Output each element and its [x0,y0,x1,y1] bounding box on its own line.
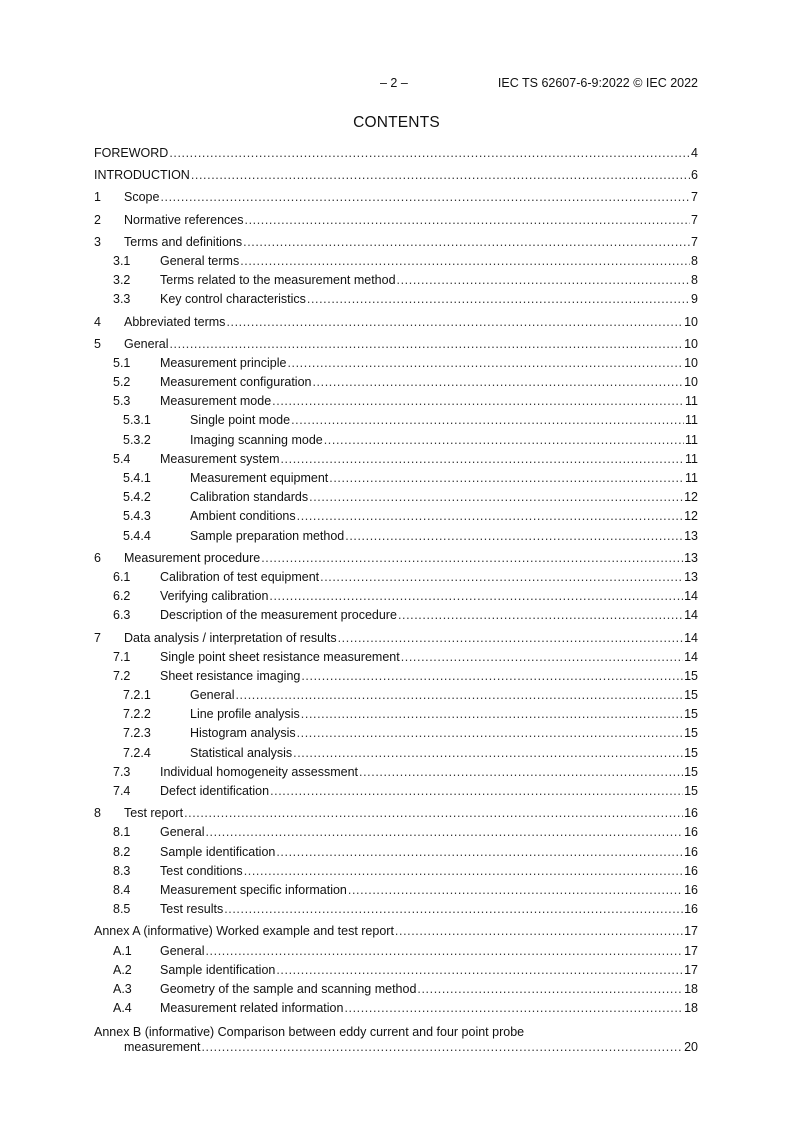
toc-entry-label: Sample identification [160,962,276,977]
toc-entry-label: Terms and definitions [124,234,243,249]
toc-entry-label: FOREWORD [94,146,169,160]
toc-entry-label: Measurement specific information [160,882,347,897]
toc-entry[interactable] [94,471,698,490]
toc-leader-dots [224,902,683,917]
toc-entry-label: Sample preparation method [190,528,345,543]
toc-entry-number: 5.4 [113,451,131,466]
toc-entry-label: Individual homogeneity assessment [160,764,359,779]
toc-entry-page: 11 [685,432,698,447]
toc-leader-dots [280,452,684,467]
toc-entry[interactable] [94,944,698,963]
toc-entry-page: 7 [691,234,698,249]
toc-entry-page: 16 [684,863,698,878]
toc-leader-dots [240,254,690,269]
toc-entry-label: INTRODUCTION [94,168,190,183]
toc-leader-dots [261,551,683,566]
toc-leader-dots [269,589,683,604]
toc-entry-page: 14 [684,589,698,604]
toc-entry-number: 8.5 [113,902,131,917]
toc-entry[interactable] [94,570,698,589]
toc-entry-page: 12 [684,490,698,505]
toc-entry-page: 15 [684,668,698,683]
toc-leader-dots [201,1040,683,1055]
toc-entry-page: 7 [691,212,698,227]
toc-entry[interactable] [94,146,698,165]
toc-entry[interactable] [94,726,698,745]
toc-entry-page: 17 [684,924,698,939]
toc-leader-dots [293,746,683,761]
toc-entry[interactable] [94,292,698,311]
toc-entry-label: General [160,943,205,958]
toc-entry[interactable] [94,394,698,413]
toc-entry-annex-b[interactable] [94,1023,698,1055]
toc-leader-dots [205,825,683,840]
toc-leader-dots [276,963,683,978]
toc-entry-page: 12 [684,509,698,524]
toc-entry-page: 13 [684,569,698,584]
toc-entry[interactable] [94,864,698,883]
document-reference: IEC TS 62607-6-9:2022 © IEC 2022 [497,76,698,90]
toc-entry-number: A.2 [113,962,132,977]
toc-entry[interactable] [94,765,698,784]
toc-leader-dots [320,570,683,585]
toc-entry-label: Description of the measurement procedure [160,608,397,623]
toc-leader-dots [226,315,683,330]
toc-entry[interactable] [94,254,698,273]
toc-entry-label: Annex A (informative) Worked example and test report [94,924,394,939]
toc-entry-number: 5.2 [113,375,131,390]
toc-entry-number: 7.2.4 [123,745,151,760]
toc-leader-dots [245,213,691,228]
toc-entry-page: 9 [691,292,698,307]
toc-entry-number: 5.3.2 [123,432,151,447]
toc-entry[interactable] [94,650,698,669]
toc-leader-dots [272,394,684,409]
toc-entry-number: 5.4.1 [123,471,151,485]
toc-entry-label: Statistical analysis [190,745,293,760]
toc-entry-number: A.4 [113,1001,132,1016]
toc-entry-label: Measurement mode [160,394,272,409]
toc-entry-page: 16 [684,806,698,821]
toc-entry-label: Measurement principle [160,355,287,370]
toc-entry[interactable] [94,356,698,375]
toc-entry-label: Terms related to the measurement method [160,273,396,288]
toc-leader-dots [191,168,690,183]
toc-entry[interactable] [94,529,698,548]
toc-entry-label: Test conditions [160,863,243,878]
toc-entry-label: Test results [160,902,224,917]
toc-entry-label: Data analysis / interpretation of results [124,630,337,645]
contents-title: CONTENTS [353,114,440,131]
toc-leader-dots [345,529,683,544]
toc-entry-number: 3.1 [113,253,131,268]
toc-entry-label: Line profile analysis [190,707,300,722]
toc-entry-page: 11 [685,394,698,409]
toc-entry-page: 13 [684,550,698,565]
toc-entry[interactable] [94,982,698,1001]
toc-entry[interactable] [94,190,698,209]
toc-leader-dots [359,765,683,780]
toc-leader-dots [344,1001,683,1016]
toc-entry-page: 14 [684,608,698,623]
toc-leader-dots [160,190,690,205]
toc-entry-number: 1 [94,190,101,205]
toc-entry-number: 8.1 [113,825,131,840]
toc-entry-page: 17 [684,962,698,977]
toc-entry-number: 7.2.1 [123,688,151,703]
toc-leader-dots [312,375,683,390]
toc-entry-page: 20 [684,1040,698,1055]
toc-entry-page: 8 [691,253,698,268]
toc-leader-dots [395,924,683,939]
toc-entry-label: Ambient conditions [190,509,296,524]
toc-entry-label: Single point sheet resistance measurement [160,649,400,664]
toc-entry-number: 6.2 [113,589,131,604]
toc-entry[interactable] [94,551,698,570]
toc-entry[interactable] [94,375,698,394]
toc-entry-number: 5.4.3 [123,509,151,524]
toc-entry-number: 7.2.3 [123,726,151,741]
toc-entry[interactable] [94,413,698,432]
toc-entry-number: 7.3 [113,764,131,779]
toc-entry-number: 6.3 [113,608,131,623]
toc-entry-page: 13 [684,528,698,543]
toc-entry-number: 5 [94,336,101,351]
toc-entry-page: 16 [684,844,698,859]
toc-entry-page: 8 [691,273,698,288]
toc-entry-label: Normative references [124,212,244,227]
toc-leader-dots [401,650,683,665]
toc-entry-label: Single point mode [190,413,291,428]
toc-entry-number: 3.3 [113,292,131,307]
toc-entry-number: A.3 [113,981,132,996]
toc-entry-page: 15 [684,745,698,760]
toc-entry-number: A.1 [113,943,132,958]
toc-leader-dots [291,413,684,428]
toc-leader-dots [309,490,683,505]
toc-entry[interactable] [94,746,698,765]
toc-entry-page: 11 [685,413,698,428]
toc-entry[interactable] [94,490,698,509]
toc-entry[interactable] [94,963,698,982]
toc-entry-label: Abbreviated terms [124,314,226,329]
toc-entry-label: Verifying calibration [160,589,269,604]
toc-leader-dots [243,235,690,250]
toc-entry-page: 16 [684,902,698,917]
toc-entry-number: 7 [94,630,101,645]
toc-entry-page: 18 [684,981,698,996]
toc-entry-page: 15 [684,688,698,703]
toc-entry-page: 15 [684,726,698,741]
toc-entry-label: Measurement configuration [160,375,312,390]
toc-entry-label: Histogram analysis [190,726,296,741]
toc-entry[interactable] [94,845,698,864]
toc-entry-page: 16 [684,882,698,897]
toc-leader-dots [169,337,683,352]
toc-entry-number: 8 [94,806,101,821]
toc-entry-page: 4 [691,146,698,160]
toc-leader-dots [297,509,683,524]
toc-entry-label: General terms [160,253,240,268]
toc-entry-label: General [160,825,205,840]
toc-entry-number: 5.1 [113,355,131,370]
toc-leader-dots [398,608,683,623]
toc-leader-dots [324,433,684,448]
toc-entry-page: 15 [684,707,698,722]
toc-leader-dots [276,845,683,860]
table-of-contents [94,146,698,1055]
toc-entry-label: Test report [124,806,184,821]
toc-entry-page: 10 [684,336,698,351]
toc-entry[interactable] [94,688,698,707]
toc-entry-number: 7.2.2 [123,707,151,722]
toc-leader-dots [297,726,684,741]
toc-entry-label: Key control characteristics [160,292,306,307]
toc-entry-page: 10 [684,355,698,370]
toc-entry-label: General [124,336,169,351]
toc-entry[interactable] [94,883,698,902]
toc-entry[interactable] [94,825,698,844]
toc-entry-label: Scope [124,190,160,205]
toc-entry-label: General [190,688,235,703]
toc-entry[interactable] [94,631,698,650]
toc-entry-label: Imaging scanning mode [190,432,323,447]
toc-entry-number: 6.1 [113,569,131,584]
toc-leader-dots [301,669,683,684]
toc-entry[interactable] [94,452,698,471]
toc-entry-page: 15 [684,784,698,798]
toc-entry-label: Calibration of test equipment [160,569,320,584]
toc-entry-number: 6 [94,550,101,565]
toc-entry-label: Geometry of the sample and scanning method [160,981,417,996]
toc-entry-number: 8.4 [113,882,131,897]
toc-entry[interactable] [94,168,698,187]
toc-entry-number: 2 [94,212,101,227]
toc-entry-number: 7.1 [113,649,131,664]
toc-entry-label-continued: measurement [124,1040,201,1055]
toc-entry[interactable] [94,235,698,254]
toc-leader-dots [301,707,683,722]
toc-entry[interactable] [94,1001,698,1020]
toc-leader-dots [235,688,683,703]
toc-entry-label: Measurement related information [160,1001,344,1016]
toc-entry[interactable] [94,806,698,825]
toc-leader-dots [184,806,683,821]
toc-entry-label: Annex B (informative) Comparison between eddy current and four point probe [94,1025,525,1040]
toc-entry-label: Measurement system [160,451,280,466]
toc-entry[interactable] [94,707,698,726]
toc-entry[interactable] [94,924,698,943]
toc-entry-page: 16 [684,825,698,840]
toc-entry-number: 7.2 [113,668,131,683]
toc-entry-number: 4 [94,314,101,329]
toc-entry-page: 18 [684,1001,698,1016]
toc-entry-page: 10 [684,375,698,390]
toc-entry-number: 3 [94,234,101,249]
toc-entry-label: Measurement equipment [190,471,329,485]
toc-entry[interactable] [94,273,698,292]
toc-entry-page: 15 [684,764,698,779]
toc-entry-page: 17 [684,943,698,958]
toc-entry[interactable] [94,213,698,232]
toc-entry-number: 5.3.1 [123,413,151,428]
toc-entry-label: Measurement procedure [124,550,261,565]
toc-entry-page: 14 [684,649,698,664]
toc-entry[interactable] [94,509,698,528]
toc-entry-number: 8.3 [113,863,131,878]
toc-entry-number: 5.4.4 [123,528,151,543]
toc-leader-dots [169,146,690,161]
page-header [0,76,793,92]
toc-leader-dots [270,784,683,799]
toc-leader-dots [417,982,683,997]
toc-leader-dots [244,864,683,879]
toc-entry-page: 10 [684,314,698,329]
toc-entry-number: 3.2 [113,273,131,288]
toc-entry-page: 14 [684,630,698,645]
toc-entry-page: 11 [685,471,698,485]
toc-leader-dots [348,883,683,898]
toc-entry[interactable] [94,608,698,627]
toc-leader-dots [329,471,684,486]
toc-leader-dots [397,273,691,288]
toc-entry[interactable] [94,784,698,803]
toc-entry[interactable] [94,337,698,356]
toc-entry-label: Calibration standards [190,490,309,505]
page-number: – 2 – [380,76,408,90]
toc-entry[interactable] [94,433,698,452]
toc-entry[interactable] [94,315,698,334]
toc-entry-number: 7.4 [113,784,131,798]
toc-leader-dots [307,292,690,307]
toc-entry-number: 8.2 [113,844,131,859]
toc-entry-page: 11 [685,451,698,466]
toc-entry-number: 5.3 [113,394,131,409]
toc-entry-page: 6 [691,168,698,183]
toc-entry-label: Sample identification [160,844,276,859]
toc-entry[interactable] [94,902,698,921]
toc-leader-dots [205,944,683,959]
toc-entry-number: 5.4.2 [123,490,151,505]
toc-entry-label: Sheet resistance imaging [160,668,301,683]
toc-leader-dots [338,631,683,646]
toc-entry[interactable] [94,669,698,688]
toc-entry-label: Defect identification [160,784,270,798]
toc-entry[interactable] [94,589,698,608]
toc-entry-page: 7 [691,190,698,205]
toc-leader-dots [287,356,683,371]
